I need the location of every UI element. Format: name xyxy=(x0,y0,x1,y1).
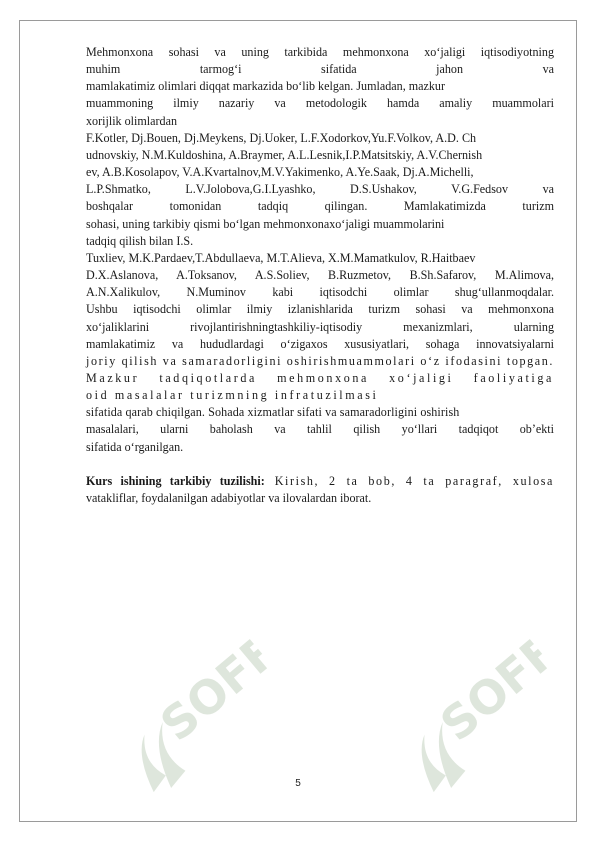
text-line: xorijlik olimlardan xyxy=(86,113,178,128)
text-line: Mehmonxona sohasi va uning tarkibida mehmonxona xo‘jaligi iqtisodiyotning xyxy=(86,45,554,59)
text-line: sifatida o‘rganilgan. xyxy=(86,439,184,454)
text-line: ev, A.B.Kosolapov, V.A.Kvartalnov,M.V.Yakimenko, A.Ye.Saak, Dj.A.Michelli, xyxy=(86,165,474,180)
page-number: 5 xyxy=(295,778,301,789)
text-line: Ushbu iqtisodchi olimlar ilmiy izlanishlarida turizm sohasi va mehmonxona xyxy=(86,302,554,317)
text-line: joriy qilish va samaradorligini oshirishmuammolari o‘z ifodasini topgan. xyxy=(86,353,554,368)
text-line: muhim tarmog‘i sifatida jahon va xyxy=(86,62,554,77)
text-line: udnovskiy, N.M.Kuldoshina, A.Braymer, A.L.Lesnik,I.P.Matsitskiy, A.V.Chernish xyxy=(86,147,483,162)
text-line: vatakliflar, foydalanilgan adabiyotlar va ilovalardan iborat. xyxy=(86,490,372,505)
text-line: F.Kotler, Dj.Bouen, Dj.Meykens, Dj.Uoker, L.F.Xodorkov,Yu.F.Volkov, A.D. Ch xyxy=(86,130,477,145)
course-structure-paragraph xyxy=(86,473,554,507)
text-line: Tuxliev, M.K.Pardaev,T.Abdullaeva, M.T.Alieva, X.M.Mamatkulov, R.Haitbaev xyxy=(86,250,476,265)
text-line: Mazkur tadqiqotlarda mehmonxona xo‘jaligi faoliyatiga xyxy=(86,370,554,385)
svg-text:SOFF: SOFF xyxy=(150,623,289,752)
body-text xyxy=(86,44,554,507)
text-line: mamlakatimiz olimlari diqqat markazida bo‘lib kelgan. Jumladan, mazkur xyxy=(86,79,446,94)
text-line: muammoning ilmiy nazariy va metodologik hamda amaliy muammolari xyxy=(86,96,554,111)
text-line: mamlakatimiz va hududlardagi o‘zigaxos xususiyatlari, sohaga innovatsiyalarni xyxy=(86,336,554,351)
svg-text:SOFF: SOFF xyxy=(430,623,569,752)
text-line: xo‘jaliklarini rivojlantirishningtashkiliy-iqtisodiy mexanizmlari, ularning xyxy=(86,319,554,334)
structure-colon: : xyxy=(260,473,265,488)
text-line: sifatida qarab chiqilgan. Sohada xizmatlar sifati va samaradorligini oshirish xyxy=(86,405,460,420)
text-line: sohasi, uning tarkibiy qismi bo‘lgan mehmonxonaxo‘jaligi muammolarini xyxy=(86,216,445,231)
text-line: L.P.Shmatko, L.V.Jolobova,G.I.Lyashko, D.S.Ushakov, V.G.Fedsov va xyxy=(86,182,554,197)
structure-label: Kurs ishining tarkibiy tuzilishi xyxy=(86,473,261,488)
text-line: D.X.Aslanova, A.Toksanov, A.S.Soliev, B.Ruzmetov, B.Sh.Safarov, M.Alimova, xyxy=(86,268,554,283)
text-line: masalalari, ularni baholash va tahlil qilish yo‘llari tadqiqot ob’ekti xyxy=(86,422,554,437)
structure-text: Kirish, 2 ta bob, 4 ta paragraf, xulosa xyxy=(264,473,554,488)
text-line: boshqalar tomonidan tadqiq qilingan. Mamlakatimizda turizm xyxy=(86,199,554,214)
text-line: A.N.Xalikulov, N.Muminov kabi iqtisodchi olimlar shug‘ullanmoqdalar. xyxy=(86,285,554,300)
text-line: tadqiq qilish bilan I.S. xyxy=(86,233,194,248)
paragraph-gap xyxy=(86,456,554,473)
text-line: oid masalalar turizmning infratuzilmasi xyxy=(86,388,379,403)
text-line xyxy=(86,473,554,490)
